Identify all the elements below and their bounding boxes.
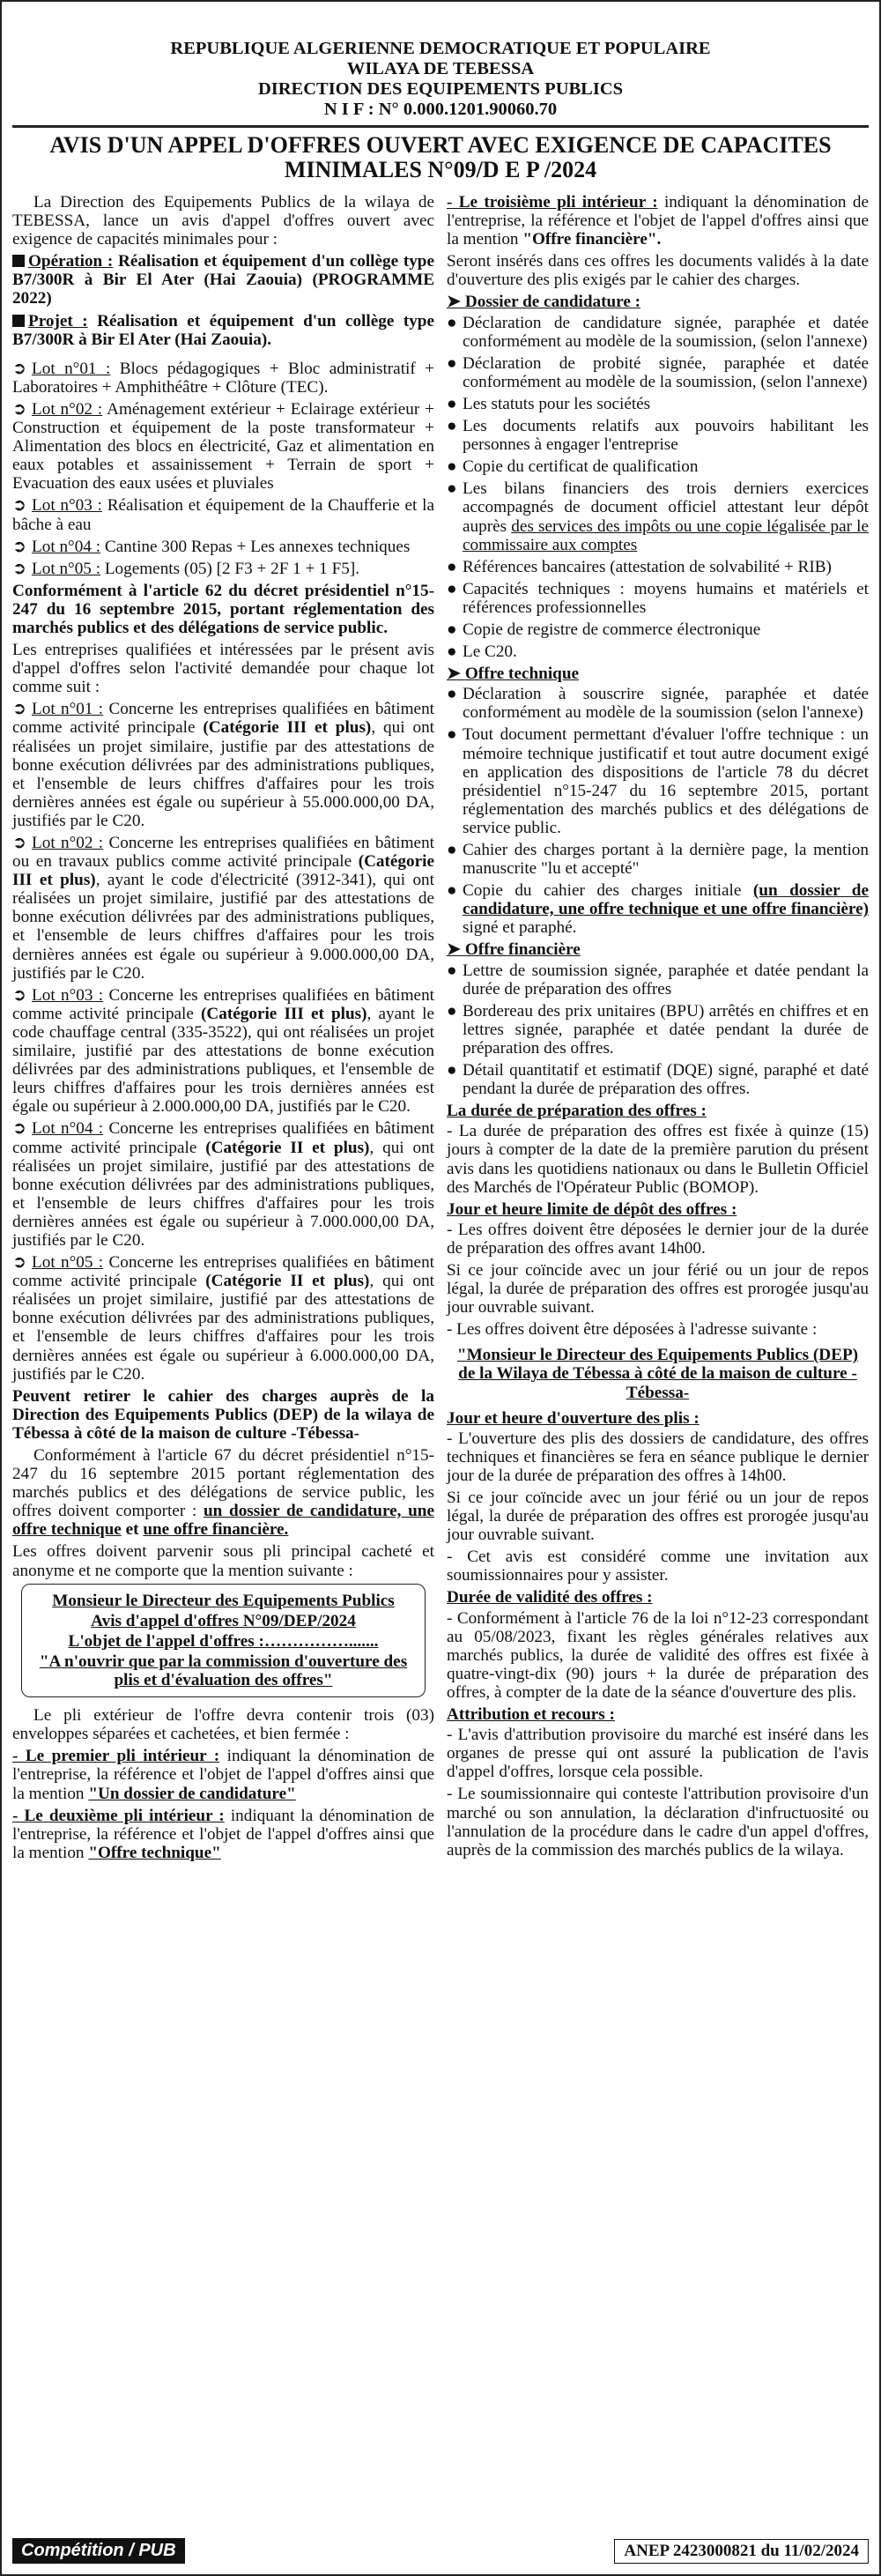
- attribution-heading: Attribution et recours :: [447, 1705, 615, 1725]
- list-item-text: Capacités techniques : moyens humains et matériels et références professionnelles: [463, 579, 869, 617]
- list-item: [12, 360, 434, 397]
- black-circle-bullet-icon: ●: [447, 394, 457, 413]
- list-item-text: Cahier des charges portant à la dernière page, la mention manuscrite "lu et accepté": [463, 841, 869, 879]
- list-item: [447, 457, 869, 476]
- qualified-intro: Les entreprises qualifiées et intéressées par le présent avis d'appel d'offres selon l'activité demandée pour chaque lot comme suit :: [12, 641, 434, 697]
- list-item: [447, 725, 869, 837]
- bilans-text: Les bilans financiers des trois derniers exercices accompagnés de document officiel attestant leur dépôt auprès: [463, 479, 869, 536]
- lot-category: (Catégorie III et plus): [203, 718, 372, 738]
- list-item: [447, 395, 869, 413]
- arrow-right-boxed-icon: ➲: [12, 537, 27, 556]
- ouverture-paragraph-1: - L'ouverture des plis des dossiers de candidature, des offres techniques et financières se fera en séance publique le dernier jour de la durée de préparation des offres à 14h00.: [447, 1429, 869, 1485]
- pli1-mention: "Un dossier de candidature": [88, 1784, 296, 1803]
- depot-paragraph-3: - Les offres doivent être déposées à l'adresse suivante :: [447, 1320, 818, 1340]
- operation-label: Opération :: [28, 252, 114, 271]
- lot-text: , qui ont réalisées un projet similaire, justifié par des attestations de bonne exécution délivrées par des administrations publiques, et l'ensemble de leurs chiffres d'affaires pour les trois dernières années est égale ou supérieur à 7.000.000,00 DA, justifiés par le C20.: [12, 1138, 434, 1250]
- black-circle-bullet-icon: ●: [447, 725, 457, 745]
- article67-paragraph: [12, 1446, 434, 1539]
- pli2-text: indiquant la dénomination de l'entreprise, la référence et l'objet de l'appel d'offres ainsi que la mention: [12, 1806, 434, 1862]
- black-circle-bullet-icon: ●: [447, 961, 457, 980]
- list-item: [12, 496, 434, 533]
- article67-text: Conformément à l'article 67 du décret présidentiel n°15-247 du 16 septembre 2015 portant réglementation des marchés publics et des délégations de service public, les offres doivent comporter :: [12, 1446, 434, 1521]
- black-circle-bullet-icon: ●: [447, 479, 457, 499]
- box-line-avis: Avis d'appel d'offres N°09/DEP/2024: [91, 1611, 356, 1630]
- list-item: [12, 1119, 434, 1250]
- right-column: [447, 193, 869, 1866]
- lot-text: Concerne les entreprises qualifiées en bâtiment comme activité principale: [12, 1253, 435, 1291]
- arrow-right-boxed-icon: ➲: [12, 834, 27, 852]
- list-item: [447, 841, 869, 878]
- pli3-mention: "Offre financière".: [522, 230, 662, 249]
- lot-label: Lot n°01 :: [32, 700, 104, 719]
- lot-label: Lot n°05 :: [32, 559, 101, 578]
- list-item: [12, 400, 434, 493]
- lot-text: Concerne les entreprises qualifiées en bâtiment comme activité principale: [12, 700, 435, 738]
- depot-paragraph-1: - Les offres doivent être déposées le dernier jour de la durée de préparation des offres avant 14h00.: [447, 1220, 869, 1258]
- list-item: [447, 558, 869, 576]
- pli3-label: - Le troisième pli intérieur :: [447, 193, 658, 212]
- lot-text: , qui ont réalisées un projet similaire, justifié par des attestations de bonne exécution délivrées par des administrations publiques, et l'ensemble de leurs chiffres d'affaires pour les trois dernières années est égale ou supérieur à 6.000.000,00 DA, justifiés par le C20.: [12, 1272, 434, 1384]
- qualified-lots-list: [12, 700, 434, 1383]
- projet-label: Projet :: [28, 311, 88, 330]
- black-circle-bullet-icon: ●: [447, 457, 457, 477]
- list-item: [447, 479, 869, 553]
- arrow-right-boxed-icon: ➲: [12, 496, 27, 516]
- arrow-right-boxed-icon: ➲: [12, 559, 27, 578]
- depot-paragraph-2: Si ce jour coïncide avec un jour férié ou un jour de repos légal, la durée de préparation des offres est prorogée jusqu'au jour ouvrable suivant.: [447, 1260, 869, 1318]
- list-item: [447, 961, 869, 998]
- list-item-text: Tout document permettant d'évaluer l'offre technique : un mémoire technique justificatif et tout autre document exigé en application des dispositions de l'article 78 du décret présidentiel n°15-247 du 16 septembre 2015, portant réglementation des marchés publics et des délégations de service public.: [463, 725, 869, 837]
- pli1-text: indiquant la dénomination de l'entreprise, la référence et l'objet de l'appel d'offres ainsi que la mention: [12, 1747, 434, 1803]
- black-circle-bullet-icon: ●: [447, 1001, 457, 1021]
- black-circle-bullet-icon: ●: [447, 685, 457, 704]
- article62-paragraph: Conformément à l'article 62 du décret présidentiel n°15-247 du 16 septembre 2015, portant réglementation des marchés publics et des délégations de service public.: [12, 581, 434, 637]
- list-item-text: Déclaration de probité signée, paraphée et datée conformément au modèle de la soumission, (selon l'annexe): [463, 353, 869, 391]
- depot-heading: Jour et heure limite de dépôt des offres :: [447, 1199, 737, 1219]
- bilans-underlined: des services des impôts ou une copie légalisée par le commissaire aux comptes: [463, 516, 869, 554]
- list-item-text: Copie de registre de commerce électronique: [463, 620, 761, 639]
- lot-category: (Catégorie III et plus): [201, 1004, 367, 1023]
- ouverture-paragraph-3: - Cet avis est considéré comme une invitation aux soumissionnaires pour y assister.: [447, 1548, 869, 1585]
- pli-paragraph: Les offres doivent parvenir sous pli principal cacheté et anonyme et ne comporte que la mention suivante :: [12, 1542, 434, 1580]
- box-line-mention: "A n'ouvrir que par la commission d'ouverture des plis et d'évaluation des offres": [39, 1652, 408, 1690]
- list-item: [447, 1061, 869, 1098]
- black-circle-bullet-icon: ●: [447, 417, 457, 436]
- lot-label: Lot n°02 :: [32, 834, 104, 852]
- inseres-paragraph: Seront insérés dans ces offres les documents validés à la date d'ouverture des plis exigés par le cahier des charges.: [447, 252, 869, 290]
- list-item-text: Le C20.: [463, 642, 517, 662]
- list-item: [12, 834, 434, 983]
- ouverture-paragraph-2: Si ce jour coïncide avec un jour férié ou un jour de repos légal, la durée de préparation des offres est prorogée jusqu'au jour ouvrable suivant.: [447, 1488, 869, 1545]
- list-item: [447, 417, 869, 454]
- black-circle-bullet-icon: ●: [447, 642, 457, 662]
- pli3-text: indiquant la dénomination de l'entreprise, la référence et l'objet de l'appel d'offres ainsi que la mention: [447, 193, 869, 249]
- lot-category: (Catégorie III et plus): [12, 852, 434, 890]
- left-column: [12, 193, 434, 1866]
- projet-paragraph: [12, 312, 434, 349]
- lot-label: Lot n°03 :: [32, 985, 104, 1005]
- header-line-wilaya: WILAYA DE TEBESSA: [346, 59, 535, 78]
- lot-text: , ayant le code d'électricité (3912-341), qui ont réalisées un projet similaire, justifié par des attestations de bonne exécution délivrées par des administrations publiques, et l'ensemble de leurs chiffres d'affaires pour les trois dernières années est égale ou supérieur à 9.000.000,00 DA, justifiés par le C20.: [12, 871, 434, 983]
- lot-text: Cantine 300 Repas + Les annexes techniques: [100, 537, 411, 556]
- pli2-label: - Le deuxième pli intérieur :: [12, 1806, 225, 1825]
- mention-box: [21, 1584, 426, 1697]
- list-item: [447, 354, 869, 391]
- black-circle-bullet-icon: ●: [447, 353, 457, 373]
- retirer-paragraph: Peuvent retirer le cahier des charges auprès de la Direction des Equipements Publics (DEP) de la wilaya de Tébessa à côté de la maison de culture -Tébessa-: [12, 1386, 434, 1443]
- copie-text: Copie du cahier des charges initiale: [463, 881, 753, 901]
- list-item: [12, 560, 434, 578]
- black-square-icon: [12, 255, 25, 267]
- list-item-text: Lettre de soumission signée, paraphée et datée pendant la durée de préparation des offres: [463, 961, 869, 998]
- list-item: [12, 1253, 434, 1384]
- arrow-right-boxed-icon: ➲: [12, 399, 27, 419]
- list-item: [12, 986, 434, 1117]
- columns: [12, 193, 869, 1866]
- lot-label: Lot n°05 :: [32, 1253, 104, 1273]
- list-item: [447, 685, 869, 722]
- footer-category: Compétition / PUB: [12, 2538, 185, 2564]
- black-circle-bullet-icon: ●: [447, 1061, 457, 1080]
- lot-text: Blocs pédagogiques + Bloc administratif + Laboratoires + Amphithéâtre + Clôture (TEC).: [12, 359, 434, 397]
- article67-underlined: un dossier de candidature, une offre technique: [12, 1502, 434, 1540]
- box-line-director: Monsieur le Directeur des Equipements Publics: [52, 1591, 395, 1610]
- list-item: [447, 314, 869, 351]
- lots-list: [12, 360, 434, 578]
- lot-label: Lot n°01 :: [32, 359, 111, 378]
- offre-financiere-heading: [447, 940, 869, 959]
- header-line-nif: N I F : N° 0.000.1201.90060.70: [323, 100, 558, 119]
- lot-label: Lot n°04 :: [32, 1119, 104, 1139]
- black-square-icon: [12, 315, 25, 327]
- lot-label: Lot n°03 :: [32, 496, 102, 516]
- list-item-text: Références bancaires (attestation de solvabilité + RIB): [463, 557, 832, 576]
- article67-and: et: [121, 1520, 144, 1540]
- attribution-paragraph-1: - L'avis d'attribution provisoire du marché est inséré dans les organes de presse qui ont assuré la publication de l'avis d'appel d'offres, lorsque cela possible.: [447, 1726, 869, 1782]
- projet-text: Réalisation et équipement d'un collège type B7/300R à Bir El Ater (Hai Zaouia).: [12, 311, 434, 349]
- copie-text-end: signé et paraphé.: [463, 918, 577, 938]
- black-circle-bullet-icon: ●: [447, 841, 457, 859]
- triangle-right-icon: ➤: [447, 940, 465, 960]
- pli1-paragraph: [12, 1747, 434, 1802]
- lot-text: Aménagement extérieur + Eclairage extérieur + Construction et équipement de la poste transformateur + Alimentation des blocs en électricité, Gaz et alimentation en eaux potables et assainissement + Terrain de sport + Evacuation des eaux usées et pluviales: [12, 399, 434, 494]
- list-item: [447, 580, 869, 617]
- lot-text: Réalisation et équipement de la Chaufferie et la bâche à eau: [12, 496, 434, 534]
- black-circle-bullet-icon: ●: [447, 579, 457, 598]
- list-item: [12, 700, 434, 830]
- lot-text: Concerne les entreprises qualifiées en bâtiment comme activité principale: [12, 1119, 435, 1157]
- lot-category: (Catégorie II et plus): [205, 1272, 370, 1291]
- list-item: [447, 620, 869, 639]
- lot-label: Lot n°02 :: [32, 399, 103, 419]
- lot-text: , qui ont réalisées un projet similaire, justifie par des attestations de bonne exécution délivrées par des administrations publiques, et l'ensemble de leurs chiffres d'affaires pour les trois dernières années est égale ou supérieur à 55.000.000,00 DA, justifiés par le C20.: [12, 718, 435, 830]
- lot-text: Concerne les entreprises qualifiées en bâtiment comme activité principale: [12, 985, 435, 1023]
- list-item-text: Les documents relatifs aux pouvoirs habilitant les personnes à engager l'entreprise: [463, 417, 869, 455]
- intro-paragraph: La Direction des Equipements Publics de la wilaya de TEBESSA, lance un avis d'appel d'offres ouvert avec exigence de capacités minimales pour :: [12, 193, 434, 249]
- list-item-text: Détail quantitatif et estimatif (DQE) signé, paraphé et daté pendant la durée de préparation des offres.: [463, 1061, 869, 1099]
- duree-heading: La durée de préparation des offres :: [447, 1102, 707, 1121]
- header-block: [12, 39, 869, 120]
- black-circle-bullet-icon: ●: [447, 557, 457, 576]
- arrow-right-boxed-icon: ➲: [12, 1119, 27, 1139]
- dossier-heading-text: Dossier de candidature :: [464, 293, 641, 312]
- list-item: [447, 1002, 869, 1058]
- list-item-text: Déclaration de candidature signée, paraphée et datée conformément au modèle de la soumission, (selon l'annexe): [463, 313, 869, 351]
- notice-title: AVIS D'UN APPEL D'OFFRES OUVERT AVEC EXIGENCE DE CAPACITES MINIMALES N°09/D E P /2024: [12, 125, 869, 182]
- list-item-text: Copie du certificat de qualification: [463, 457, 699, 477]
- list-item: [447, 642, 869, 661]
- black-circle-bullet-icon: ●: [447, 881, 457, 901]
- black-circle-bullet-icon: ●: [447, 313, 457, 332]
- ouverture-heading: Jour et heure d'ouverture des plis :: [447, 1408, 700, 1428]
- offre-technique-heading-text: Offre technique: [464, 664, 580, 684]
- duree-paragraph: - La durée de préparation des offres est fixée à quinze (15) jours à compter de la date de la première parution du présent avis dans les quotidiens nationaux ou dans le Bulletin Officiel des Marchés de l'Opérateur Public (BOMOP).: [447, 1122, 869, 1197]
- list-item: [447, 881, 869, 937]
- lot-text: Concerne les entreprises qualifiées en bâtiment ou en travaux publics comme activité principale: [12, 834, 435, 872]
- pli3-paragraph: [447, 193, 869, 249]
- arrow-right-boxed-icon: ➲: [12, 700, 27, 719]
- lot-label: Lot n°04 :: [32, 537, 101, 556]
- list-item-text: Déclaration à souscrire signée, paraphée et datée conformément au modèle de la soumission (selon l'annexe): [463, 685, 869, 723]
- article67-underlined-2: une offre financière.: [143, 1520, 289, 1540]
- list-item-text: Les statuts pour les sociétés: [463, 394, 651, 413]
- lot-text: , ayant le code chauffage central (335-3522), qui ont réalisées un projet similaire, justifié par des attestations de bonne exécution délivrées par des administrations publiques, et l'ensemble de leurs chiffres d'affaires pour les trois dernières années est égale ou supérieur à 2.000.000,00 DA, justifiés par le C20.: [12, 1004, 434, 1117]
- pli2-mention: "Offre technique": [88, 1843, 221, 1862]
- adresse-paragraph: "Monsieur le Directeur des Equipements Publics (DEP) de la Wilaya de Tébessa à côté de la maison de culture -Tébessa-: [456, 1346, 859, 1402]
- offre-financiere-heading-text: Offre financière: [464, 940, 581, 960]
- arrow-right-boxed-icon: ➲: [12, 985, 27, 1005]
- lot-category: (Catégorie II et plus): [205, 1138, 370, 1157]
- box-line-objet: L'objet de l'appel d'offres :…………….......: [68, 1631, 379, 1651]
- arrow-right-boxed-icon: ➲: [12, 359, 27, 378]
- lot-text: Logements (05) [2 F3 + 2F 1 + 1 F5].: [100, 559, 360, 578]
- arrow-right-boxed-icon: ➲: [12, 1253, 27, 1273]
- header-line-direction: DIRECTION DES EQUIPEMENTS PUBLICS: [257, 79, 624, 99]
- attribution-paragraph-2: - Le soumissionnaire qui conteste l'attribution provisoire d'un marché ou son annulation, la déclaration d'infructuosité ou l'annulation de la procédure dans le cadre d'un appel d'offres, auprès de la commission des marchés publics de la wilaya.: [447, 1785, 869, 1860]
- list-item-text: Bordereau des prix unitaires (BPU) arrêtés en chiffres et en lettres signée, paraphée et datée pendant la durée de préparation des offres.: [463, 1001, 869, 1058]
- footer: [12, 2538, 869, 2564]
- enveloppes-paragraph: Le pli extérieur de l'offre devra contenir trois (03) enveloppes séparées et cachetées, et bien fermée :: [12, 1706, 434, 1744]
- pli1-label: - Le premier pli intérieur :: [12, 1747, 220, 1766]
- pli2-paragraph: [12, 1807, 434, 1862]
- validite-heading: Durée de validité des offres :: [447, 1588, 653, 1607]
- header-line-republic: REPUBLIQUE ALGERIENNE DEMOCRATIQUE ET POPULAIRE: [170, 39, 711, 58]
- triangle-right-icon: ➤: [447, 293, 465, 312]
- list-item: [12, 538, 434, 556]
- black-circle-bullet-icon: ●: [447, 620, 457, 639]
- operation-paragraph: [12, 252, 434, 308]
- validite-paragraph: - Conformément à l'article 76 de la loi n°12-23 correspondant au 05/08/2023, fixant les règles générales relatives aux marchés publics, la durée de validité des offres est fixée à quatre-vingt-dix (90) jours + la durée de préparation des offres, à compter de la date de la séance d'ouverture des plis.: [447, 1608, 869, 1702]
- footer-reference: ANEP 2423000821 du 11/02/2024: [614, 2539, 869, 2564]
- operation-text: Réalisation et équipement d'un collège type B7/300R à Bir El Ater (Hai Zaouia) (PROGRAMME 2022): [12, 252, 434, 308]
- triangle-right-icon: ➤: [447, 664, 465, 684]
- copie-underlined: (un dossier de candidature, une offre technique et une offre financière): [463, 881, 869, 919]
- offre-technique-heading: [447, 664, 869, 683]
- dossier-heading: [447, 293, 869, 311]
